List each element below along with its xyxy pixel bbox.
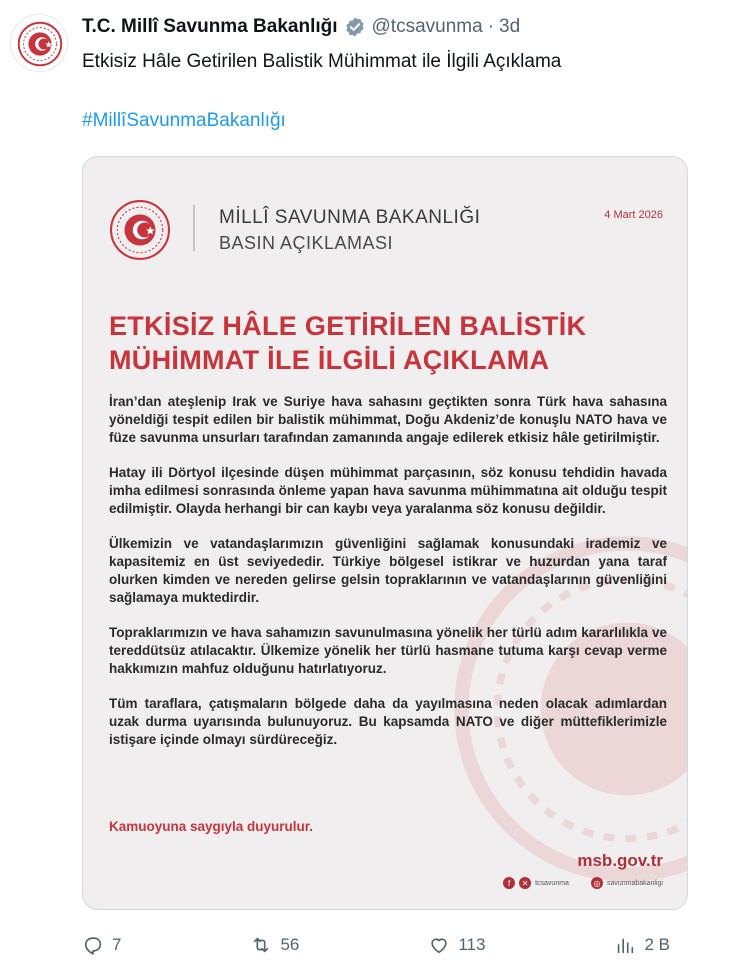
repost-count: 56 <box>280 935 300 954</box>
reply-count: 7 <box>112 935 122 954</box>
paragraph: Ülkemizin ve vatandaşlarımızın güvenliğini sağlamak konusundaki irademiz ve kapasitemiz en üst seviyededir. Türkiye bölgesel istikrar ve huzurdan yana taraf olurken kimden ve nereden gelirse gelsin topraklarının ve vatandaşlarının güvenliğini sağlamaya muktedirdir. <box>109 536 667 605</box>
closing-line: Kamuoyuna saygıyla duyurulur. <box>109 819 314 834</box>
heart-icon <box>428 934 450 956</box>
website: msb.gov.tr <box>577 851 663 870</box>
instagram-icon: ◎ <box>591 877 603 889</box>
ministry-emblem-icon <box>109 199 171 261</box>
reply-button[interactable] <box>82 934 121 956</box>
tweet-header <box>82 14 730 40</box>
views-button[interactable] <box>614 934 670 956</box>
analytics-icon <box>614 934 636 956</box>
action-bar <box>82 930 670 960</box>
release-date: 4 Mart 2026 <box>604 209 663 221</box>
paragraph: İran’dan ateşlenip Irak ve Suriye hava sahasını geçtikten sonra Türk hava sahasına yöneldiği tespit edilen bir balistik mühimmat, Doğu Akdeniz’de konuşlu NATO hava ve füze savunma unsurları tarafından zamanında angaje edilerek etkisiz hâle getirilmiştir. <box>109 394 667 445</box>
divider <box>193 205 195 251</box>
repost-button[interactable] <box>250 934 299 956</box>
separator: · <box>487 16 495 37</box>
social-links <box>503 877 663 889</box>
social-handle: tcsavunma <box>535 879 569 887</box>
press-release-label: BASIN AÇIKLAMASI <box>219 233 394 253</box>
tweet-text: Etkisiz Hâle Getirilen Balistik Mühimmat ile İlgili Açıklama <box>82 51 562 72</box>
release-heading: ETKİSİZ HÂLE GETİRİLEN BALİSTİK MÜHİMMAT İLE İLGİLİ AÇIKLAMA <box>109 311 587 375</box>
display-name[interactable]: T.C. Millî Savunma Bakanlığı <box>82 16 338 37</box>
ministry-name: MİLLÎ SAVUNMA BAKANLIĞI <box>219 207 481 228</box>
paragraph: Tüm taraflara, çatışmaların bölgede daha da yayılmasına neden olacak adımlardan uzak durma uyarısında bulunuyoruz. Bu kapsamda NATO ve diğer müttefiklerimizle istişare içinde olmayı sürdüreceğiz. <box>109 696 667 747</box>
like-button[interactable] <box>428 934 485 956</box>
like-count: 113 <box>458 935 486 954</box>
reply-icon <box>82 934 104 956</box>
media-image[interactable] <box>82 156 688 910</box>
release-body <box>109 393 667 766</box>
repost-icon <box>250 934 272 956</box>
handle[interactable]: @tcsavunma <box>371 16 483 37</box>
paragraph: Topraklarımızın ve hava sahamızın savunulmasına yönelik her türlü adım kararlılıkla ve tereddütsüz atılacaktır. Ülkemize yönelik her türlü hasmane tutuma karşı cevap verme hakkımızın mahfuz olduğunu hatırlatıyoruz. <box>109 625 667 676</box>
hashtag-link[interactable]: #MillîSavunmaBakanlığı <box>82 110 286 131</box>
x-icon: ✕ <box>519 877 531 889</box>
verified-badge-icon <box>344 16 366 38</box>
paragraph: Hatay ili Dörtyol ilçesinde düşen mühimmat parçasının, söz konusu tehdidin havada imha edilmesi sonrasında önleme yapan hava savunma mühimmatına ait olduğu tespit edilmiştir. Olayda herhangi bir can kaybı veya yaralanma söz konusu değildir. <box>109 465 667 516</box>
view-count: 2 B <box>644 935 670 954</box>
timestamp[interactable]: 3d <box>499 16 521 37</box>
facebook-icon: f <box>503 877 515 889</box>
avatar[interactable] <box>10 14 68 72</box>
social-handle: savunmabakanligi <box>606 879 663 887</box>
ministry-seal-icon <box>11 15 68 72</box>
